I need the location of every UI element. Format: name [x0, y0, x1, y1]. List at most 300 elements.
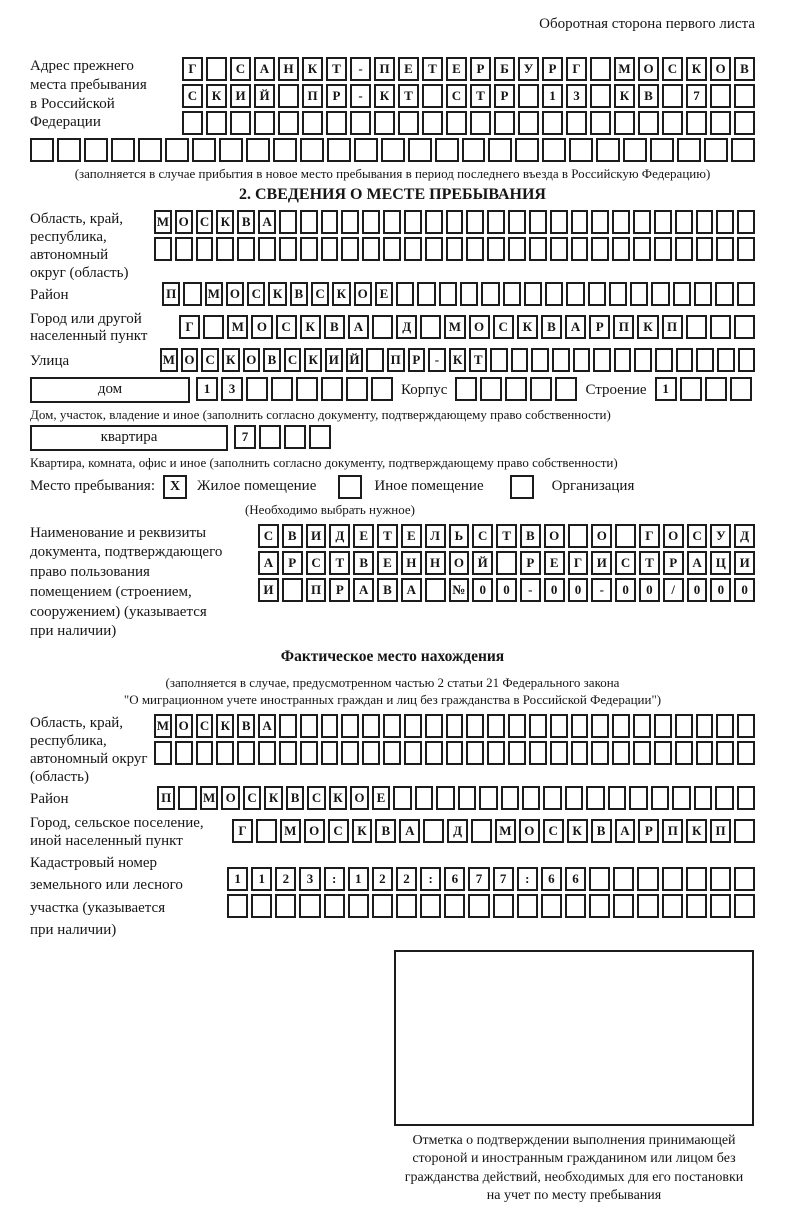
char-cell[interactable]	[183, 282, 201, 306]
char-cell[interactable]: В	[237, 714, 255, 738]
char-cell[interactable]	[589, 867, 610, 891]
char-cell[interactable]	[462, 138, 486, 162]
char-cell[interactable]	[541, 894, 562, 918]
char-cell[interactable]: С	[311, 282, 329, 306]
char-cell[interactable]	[710, 867, 731, 891]
char-cell[interactable]	[175, 741, 193, 765]
char-cell[interactable]	[529, 714, 547, 738]
char-cell[interactable]	[404, 714, 422, 738]
char-cell[interactable]: С	[328, 819, 349, 843]
char-cell[interactable]	[471, 819, 492, 843]
char-cell[interactable]	[481, 282, 499, 306]
char-cell[interactable]: В	[263, 348, 281, 372]
char-cell[interactable]	[246, 138, 270, 162]
char-cell[interactable]	[425, 210, 443, 234]
char-cell[interactable]	[571, 237, 589, 261]
char-cell[interactable]	[258, 741, 276, 765]
char-cell[interactable]: И	[734, 551, 755, 575]
char-cell[interactable]: 0	[639, 578, 660, 602]
char-cell[interactable]: А	[353, 578, 374, 602]
char-cell[interactable]	[494, 111, 515, 135]
char-cell[interactable]	[588, 282, 606, 306]
char-cell[interactable]: 7	[468, 867, 489, 891]
char-cell[interactable]: 6	[541, 867, 562, 891]
char-cell[interactable]: С	[284, 348, 302, 372]
char-cell[interactable]	[686, 894, 707, 918]
char-cell[interactable]	[614, 111, 635, 135]
char-cell[interactable]	[568, 524, 589, 548]
char-cell[interactable]	[466, 741, 484, 765]
char-cell[interactable]	[615, 524, 636, 548]
char-cell[interactable]	[591, 237, 609, 261]
char-cell[interactable]: С	[196, 210, 214, 234]
char-cell[interactable]	[466, 714, 484, 738]
char-cell[interactable]	[439, 282, 457, 306]
char-cell[interactable]	[84, 138, 108, 162]
char-cell[interactable]: О	[544, 524, 565, 548]
char-cell[interactable]	[372, 315, 393, 339]
char-cell[interactable]	[651, 282, 669, 306]
char-cell[interactable]: У	[710, 524, 731, 548]
char-cell[interactable]	[591, 210, 609, 234]
char-cell[interactable]	[383, 714, 401, 738]
char-cell[interactable]: А	[687, 551, 708, 575]
char-cell[interactable]	[675, 741, 693, 765]
char-cell[interactable]	[487, 237, 505, 261]
char-cell[interactable]: Р	[329, 578, 350, 602]
char-cell[interactable]: С	[687, 524, 708, 548]
char-cell[interactable]: Т	[398, 84, 419, 108]
organization-checkbox[interactable]	[510, 475, 534, 499]
char-cell[interactable]	[633, 741, 651, 765]
char-cell[interactable]: П	[157, 786, 175, 810]
char-cell[interactable]	[612, 210, 630, 234]
char-cell[interactable]	[487, 741, 505, 765]
char-cell[interactable]	[716, 741, 734, 765]
char-cell[interactable]	[326, 111, 347, 135]
char-cell[interactable]: 0	[687, 578, 708, 602]
char-cell[interactable]	[309, 425, 331, 449]
char-cell[interactable]	[256, 819, 277, 843]
char-cell[interactable]	[696, 237, 714, 261]
char-cell[interactable]	[138, 138, 162, 162]
char-cell[interactable]: К	[686, 819, 707, 843]
char-cell[interactable]	[531, 348, 549, 372]
char-cell[interactable]: К	[300, 315, 321, 339]
char-cell[interactable]: 3	[299, 867, 320, 891]
char-cell[interactable]: К	[304, 348, 322, 372]
char-cell[interactable]: Н	[401, 551, 422, 575]
char-cell[interactable]: К	[222, 348, 240, 372]
char-cell[interactable]	[542, 111, 563, 135]
char-cell[interactable]: К	[374, 84, 395, 108]
char-cell[interactable]: О	[251, 315, 272, 339]
char-cell[interactable]	[258, 237, 276, 261]
char-cell[interactable]: Р	[542, 57, 563, 81]
char-cell[interactable]: Б	[494, 57, 515, 81]
char-cell[interactable]: П	[162, 282, 180, 306]
char-cell[interactable]	[654, 210, 672, 234]
char-cell[interactable]	[490, 348, 508, 372]
char-cell[interactable]	[737, 237, 755, 261]
char-cell[interactable]: С	[307, 786, 325, 810]
char-cell[interactable]	[346, 377, 368, 401]
char-cell[interactable]: П	[613, 315, 634, 339]
char-cell[interactable]	[633, 237, 651, 261]
char-cell[interactable]	[300, 210, 318, 234]
char-cell[interactable]: 2	[275, 867, 296, 891]
char-cell[interactable]: Г	[639, 524, 660, 548]
char-cell[interactable]: В	[520, 524, 541, 548]
char-cell[interactable]: И	[230, 84, 251, 108]
char-cell[interactable]	[420, 315, 441, 339]
char-cell[interactable]	[633, 210, 651, 234]
char-cell[interactable]	[279, 210, 297, 234]
char-cell[interactable]: -	[520, 578, 541, 602]
char-cell[interactable]	[422, 84, 443, 108]
char-cell[interactable]: 0	[496, 578, 517, 602]
char-cell[interactable]: 7	[686, 84, 707, 108]
char-cell[interactable]: Г	[179, 315, 200, 339]
char-cell[interactable]: М	[160, 348, 178, 372]
char-cell[interactable]	[508, 210, 526, 234]
char-cell[interactable]: Т	[639, 551, 660, 575]
char-cell[interactable]: Е	[398, 57, 419, 81]
char-cell[interactable]: О	[175, 210, 193, 234]
char-cell[interactable]: И	[258, 578, 279, 602]
char-cell[interactable]	[543, 786, 561, 810]
char-cell[interactable]: К	[302, 57, 323, 81]
char-cell[interactable]: М	[280, 819, 301, 843]
char-cell[interactable]: А	[615, 819, 636, 843]
char-cell[interactable]: В	[377, 578, 398, 602]
char-cell[interactable]: Г	[182, 57, 203, 81]
char-cell[interactable]: А	[258, 714, 276, 738]
char-cell[interactable]: С	[201, 348, 219, 372]
char-cell[interactable]	[366, 348, 384, 372]
char-cell[interactable]	[590, 57, 611, 81]
char-cell[interactable]: Е	[401, 524, 422, 548]
char-cell[interactable]: К	[686, 57, 707, 81]
char-cell[interactable]: 0	[615, 578, 636, 602]
char-cell[interactable]: И	[591, 551, 612, 575]
char-cell[interactable]	[422, 111, 443, 135]
char-cell[interactable]: О	[350, 786, 368, 810]
char-cell[interactable]: 2	[396, 867, 417, 891]
char-cell[interactable]	[573, 348, 591, 372]
char-cell[interactable]	[696, 741, 714, 765]
char-cell[interactable]	[518, 111, 539, 135]
char-cell[interactable]	[696, 210, 714, 234]
char-cell[interactable]	[662, 111, 683, 135]
char-cell[interactable]: О	[638, 57, 659, 81]
char-cell[interactable]: Е	[375, 282, 393, 306]
char-cell[interactable]	[396, 894, 417, 918]
char-cell[interactable]: И	[306, 524, 327, 548]
char-cell[interactable]	[279, 714, 297, 738]
char-cell[interactable]	[629, 786, 647, 810]
char-cell[interactable]	[524, 282, 542, 306]
char-cell[interactable]	[420, 894, 441, 918]
char-cell[interactable]	[372, 894, 393, 918]
char-cell[interactable]: С	[472, 524, 493, 548]
char-cell[interactable]	[508, 714, 526, 738]
char-cell[interactable]	[192, 138, 216, 162]
char-cell[interactable]: С	[258, 524, 279, 548]
char-cell[interactable]: М	[154, 714, 172, 738]
char-cell[interactable]	[446, 714, 464, 738]
char-cell[interactable]: О	[710, 57, 731, 81]
char-cell[interactable]	[444, 894, 465, 918]
char-cell[interactable]	[675, 714, 693, 738]
char-cell[interactable]: С	[230, 57, 251, 81]
char-cell[interactable]	[321, 210, 339, 234]
char-cell[interactable]	[677, 138, 701, 162]
char-cell[interactable]: П	[662, 315, 683, 339]
char-cell[interactable]	[590, 111, 611, 135]
char-cell[interactable]: -	[591, 578, 612, 602]
char-cell[interactable]: У	[518, 57, 539, 81]
char-cell[interactable]: А	[399, 819, 420, 843]
char-cell[interactable]	[216, 237, 234, 261]
char-cell[interactable]	[517, 894, 538, 918]
char-cell[interactable]	[565, 786, 583, 810]
char-cell[interactable]	[246, 377, 268, 401]
char-cell[interactable]: М	[200, 786, 218, 810]
char-cell[interactable]	[446, 237, 464, 261]
char-cell[interactable]	[271, 377, 293, 401]
char-cell[interactable]	[321, 741, 339, 765]
char-cell[interactable]: С	[306, 551, 327, 575]
char-cell[interactable]	[196, 741, 214, 765]
char-cell[interactable]: С	[243, 786, 261, 810]
char-cell[interactable]: Т	[496, 524, 517, 548]
char-cell[interactable]	[470, 111, 491, 135]
char-cell[interactable]: Д	[329, 524, 350, 548]
char-cell[interactable]: О	[663, 524, 684, 548]
char-cell[interactable]	[230, 111, 251, 135]
char-cell[interactable]: Л	[425, 524, 446, 548]
char-cell[interactable]	[111, 138, 135, 162]
char-cell[interactable]	[324, 894, 345, 918]
char-cell[interactable]	[284, 425, 306, 449]
char-cell[interactable]	[393, 786, 411, 810]
char-cell[interactable]	[282, 578, 303, 602]
char-cell[interactable]	[350, 111, 371, 135]
char-cell[interactable]	[737, 741, 755, 765]
char-cell[interactable]: Н	[425, 551, 446, 575]
char-cell[interactable]	[341, 210, 359, 234]
char-cell[interactable]	[446, 111, 467, 135]
char-cell[interactable]	[362, 741, 380, 765]
char-cell[interactable]	[662, 84, 683, 108]
char-cell[interactable]	[672, 786, 690, 810]
char-cell[interactable]	[737, 282, 755, 306]
char-cell[interactable]: -	[350, 57, 371, 81]
char-cell[interactable]	[716, 210, 734, 234]
char-cell[interactable]	[694, 282, 712, 306]
char-cell[interactable]	[662, 894, 683, 918]
char-cell[interactable]: А	[254, 57, 275, 81]
char-cell[interactable]: М	[614, 57, 635, 81]
char-cell[interactable]: 7	[234, 425, 256, 449]
char-cell[interactable]	[300, 714, 318, 738]
char-cell[interactable]	[299, 894, 320, 918]
char-cell[interactable]	[436, 786, 454, 810]
char-cell[interactable]	[675, 237, 693, 261]
char-cell[interactable]	[612, 237, 630, 261]
char-cell[interactable]	[634, 348, 652, 372]
char-cell[interactable]	[279, 741, 297, 765]
char-cell[interactable]: 0	[472, 578, 493, 602]
char-cell[interactable]: Р	[326, 84, 347, 108]
char-cell[interactable]: Р	[408, 348, 426, 372]
char-cell[interactable]	[515, 138, 539, 162]
char-cell[interactable]: Н	[278, 57, 299, 81]
char-cell[interactable]: П	[710, 819, 731, 843]
char-cell[interactable]	[650, 138, 674, 162]
char-cell[interactable]	[362, 714, 380, 738]
char-cell[interactable]: Р	[520, 551, 541, 575]
char-cell[interactable]	[651, 786, 669, 810]
char-cell[interactable]	[633, 714, 651, 738]
char-cell[interactable]	[734, 315, 755, 339]
char-cell[interactable]: А	[401, 578, 422, 602]
char-cell[interactable]	[673, 282, 691, 306]
char-cell[interactable]	[404, 237, 422, 261]
char-cell[interactable]: Й	[254, 84, 275, 108]
char-cell[interactable]	[488, 138, 512, 162]
char-cell[interactable]: 2	[372, 867, 393, 891]
char-cell[interactable]	[734, 84, 755, 108]
char-cell[interactable]	[321, 714, 339, 738]
char-cell[interactable]	[203, 315, 224, 339]
char-cell[interactable]	[425, 237, 443, 261]
char-cell[interactable]: В	[734, 57, 755, 81]
char-cell[interactable]: К	[449, 348, 467, 372]
char-cell[interactable]	[589, 894, 610, 918]
char-cell[interactable]: 1	[348, 867, 369, 891]
char-cell[interactable]	[662, 867, 683, 891]
other-premises-checkbox[interactable]	[338, 475, 362, 499]
char-cell[interactable]	[571, 714, 589, 738]
char-cell[interactable]: Т	[329, 551, 350, 575]
char-cell[interactable]: В	[591, 819, 612, 843]
char-cell[interactable]	[302, 111, 323, 135]
char-cell[interactable]	[550, 210, 568, 234]
char-cell[interactable]	[300, 138, 324, 162]
char-cell[interactable]	[655, 348, 673, 372]
char-cell[interactable]	[715, 786, 733, 810]
char-cell[interactable]	[341, 714, 359, 738]
char-cell[interactable]: П	[302, 84, 323, 108]
char-cell[interactable]	[511, 348, 529, 372]
char-cell[interactable]	[279, 237, 297, 261]
char-cell[interactable]: С	[543, 819, 564, 843]
char-cell[interactable]	[296, 377, 318, 401]
char-cell[interactable]: О	[221, 786, 239, 810]
char-cell[interactable]	[654, 741, 672, 765]
char-cell[interactable]	[710, 84, 731, 108]
char-cell[interactable]	[423, 819, 444, 843]
char-cell[interactable]: К	[637, 315, 658, 339]
char-cell[interactable]: С	[276, 315, 297, 339]
char-cell[interactable]	[435, 138, 459, 162]
char-cell[interactable]: А	[258, 551, 279, 575]
char-cell[interactable]	[637, 867, 658, 891]
char-cell[interactable]: С	[662, 57, 683, 81]
char-cell[interactable]: 3	[566, 84, 587, 108]
char-cell[interactable]	[175, 237, 193, 261]
char-cell[interactable]	[466, 237, 484, 261]
char-cell[interactable]	[591, 741, 609, 765]
char-cell[interactable]: Т	[377, 524, 398, 548]
char-cell[interactable]: Р	[470, 57, 491, 81]
char-cell[interactable]	[362, 237, 380, 261]
char-cell[interactable]	[446, 210, 464, 234]
char-cell[interactable]	[731, 138, 755, 162]
char-cell[interactable]: О	[469, 315, 490, 339]
char-cell[interactable]	[613, 867, 634, 891]
char-cell[interactable]	[591, 714, 609, 738]
char-cell[interactable]	[154, 237, 172, 261]
char-cell[interactable]	[383, 741, 401, 765]
char-cell[interactable]	[503, 282, 521, 306]
char-cell[interactable]	[715, 282, 733, 306]
char-cell[interactable]	[496, 551, 517, 575]
char-cell[interactable]	[348, 894, 369, 918]
char-cell[interactable]: Е	[372, 786, 390, 810]
char-cell[interactable]	[630, 282, 648, 306]
char-cell[interactable]: М	[495, 819, 516, 843]
char-cell[interactable]	[374, 111, 395, 135]
char-cell[interactable]: Д	[734, 524, 755, 548]
char-cell[interactable]	[738, 348, 756, 372]
char-cell[interactable]: С	[493, 315, 514, 339]
char-cell[interactable]	[251, 894, 272, 918]
char-cell[interactable]	[216, 741, 234, 765]
char-cell[interactable]: О	[181, 348, 199, 372]
char-cell[interactable]: Й	[346, 348, 364, 372]
char-cell[interactable]	[321, 237, 339, 261]
char-cell[interactable]	[278, 84, 299, 108]
char-cell[interactable]	[566, 111, 587, 135]
char-cell[interactable]: 0	[544, 578, 565, 602]
char-cell[interactable]: 1	[655, 377, 677, 401]
char-cell[interactable]: Г	[232, 819, 253, 843]
char-cell[interactable]	[637, 894, 658, 918]
char-cell[interactable]: О	[354, 282, 372, 306]
char-cell[interactable]: П	[374, 57, 395, 81]
char-cell[interactable]	[354, 138, 378, 162]
char-cell[interactable]: О	[591, 524, 612, 548]
char-cell[interactable]: -	[428, 348, 446, 372]
char-cell[interactable]: 6	[444, 867, 465, 891]
char-cell[interactable]	[468, 894, 489, 918]
char-cell[interactable]: Р	[282, 551, 303, 575]
char-cell[interactable]	[686, 315, 707, 339]
char-cell[interactable]: Т	[422, 57, 443, 81]
char-cell[interactable]	[552, 348, 570, 372]
char-cell[interactable]	[734, 894, 755, 918]
char-cell[interactable]: О	[519, 819, 540, 843]
char-cell[interactable]	[446, 741, 464, 765]
char-cell[interactable]	[614, 348, 632, 372]
char-cell[interactable]: К	[329, 786, 347, 810]
char-cell[interactable]: К	[352, 819, 373, 843]
confirmation-stamp-area[interactable]	[394, 950, 754, 1126]
char-cell[interactable]	[529, 237, 547, 261]
